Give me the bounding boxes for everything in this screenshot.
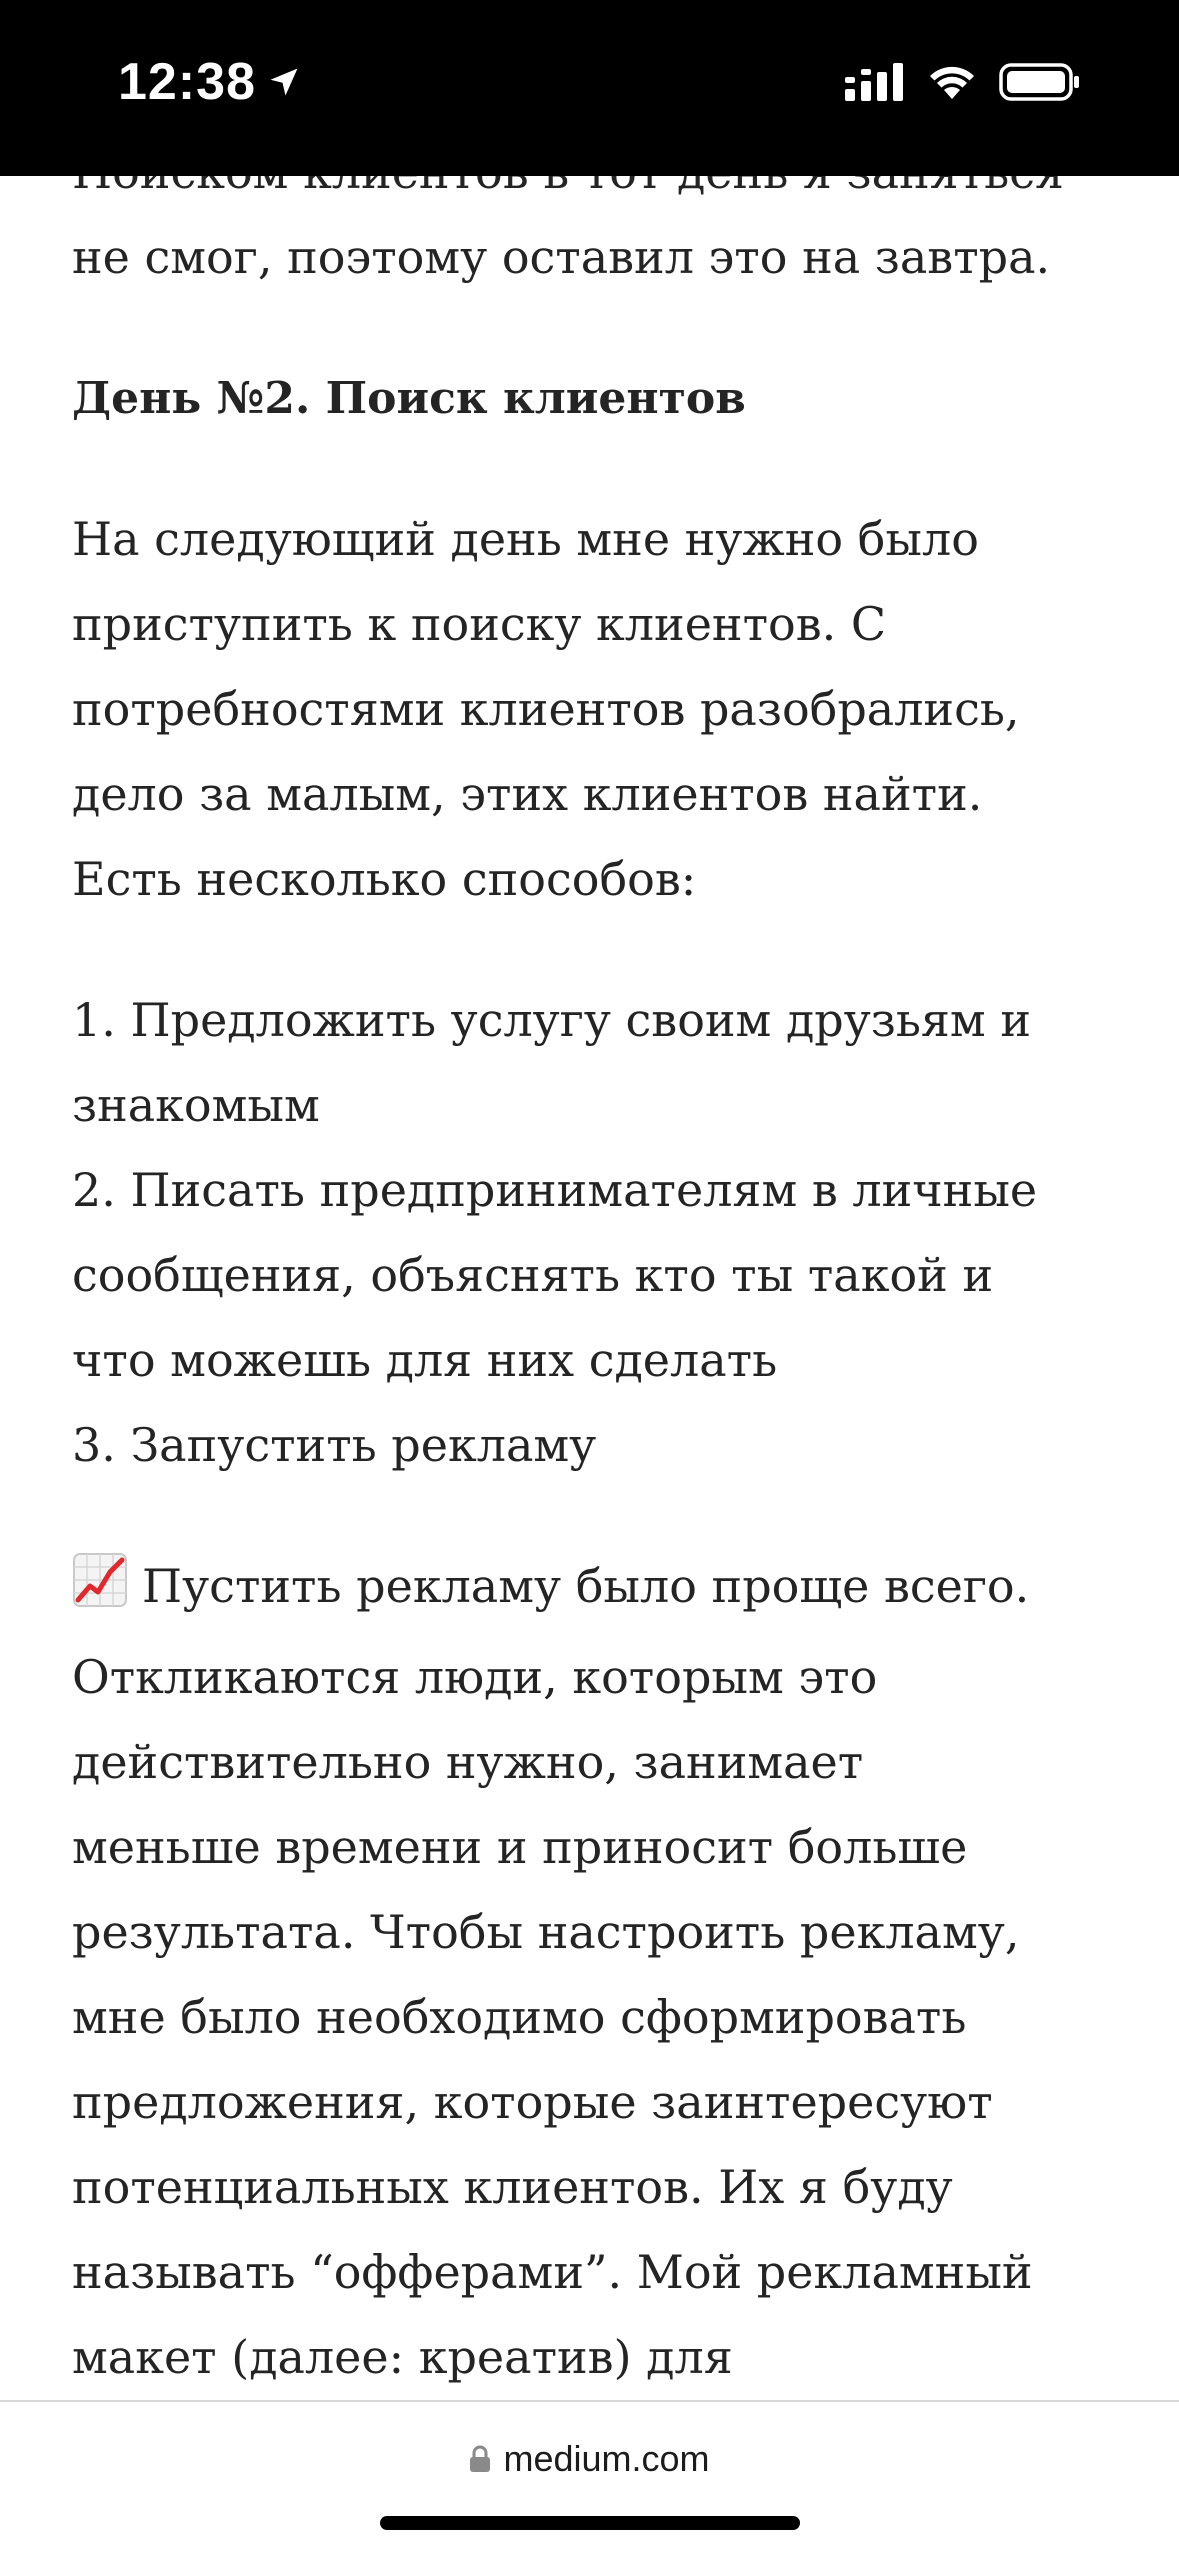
list-item: 3. Запустить рекламу	[72, 1418, 597, 1472]
url-bar[interactable]	[0, 2438, 1179, 2480]
chart-increasing-icon	[72, 1550, 128, 1635]
home-indicator[interactable]	[380, 2516, 800, 2530]
article-text-line: предложения, которые заинтересуют	[72, 2075, 993, 2129]
location-arrow-icon	[266, 64, 302, 100]
article-text-line: приступить к поиску клиентов. С	[72, 597, 887, 651]
article-text-line: называть “офферами”. Мой рекламный	[72, 2245, 1033, 2299]
article-text-line-text: Пустить рекламу было проще всего.	[142, 1559, 1030, 1613]
article-text-line: дело за малым, этих клиентов найти.	[72, 767, 983, 821]
status-bar	[0, 0, 1179, 176]
cellular-signal-icon	[845, 63, 905, 101]
article-text-line: действительно нужно, занимает	[72, 1735, 864, 1789]
article-text-line: результата. Чтобы настроить рекламу,	[72, 1905, 1020, 1959]
article-text-line: На следующий день мне нужно было	[72, 512, 979, 566]
paragraph-intro	[72, 497, 1122, 922]
battery-icon	[999, 62, 1081, 102]
article-body	[72, 130, 1122, 2400]
article-text-line: Откликаются люди, которым это	[72, 1650, 878, 1704]
status-time-text: 12:38	[118, 53, 256, 111]
list-item: 2. Писать предпринимателям в личные	[72, 1163, 1038, 1217]
article-text-line: не смог, поэтому оставил это на завтра.	[72, 230, 1051, 284]
article-text-line: макет (далее: креатив) для	[72, 2330, 733, 2384]
list-item: сообщения, объяснять кто ты такой и	[72, 1248, 994, 1302]
status-icons	[845, 62, 1081, 102]
list-item: что можешь для них сделать	[72, 1333, 778, 1387]
article-text-line: мне было необходимо сформировать	[72, 1990, 967, 2044]
article-text-line: потенциальных клиентов. Их я буду	[72, 2160, 953, 2214]
lock-icon	[469, 2445, 491, 2473]
paragraph-advertising	[72, 1544, 1122, 2400]
section-heading: День №2. Поиск клиентов	[72, 373, 746, 424]
article-text-line	[72, 1544, 1122, 1635]
status-time	[118, 52, 302, 112]
article-text-line: Есть несколько способов:	[72, 852, 697, 906]
url-text[interactable]: medium.com	[503, 2438, 710, 2479]
numbered-list	[72, 978, 1122, 1488]
list-item: 1. Предложить услугу своим друзьям и	[72, 993, 1031, 1047]
article-text-line: потребностями клиентов разобрались,	[72, 682, 1020, 736]
article-text-line: меньше времени и приносит больше	[72, 1820, 968, 1874]
browser-bottom-bar	[0, 2400, 1179, 2558]
list-item: знакомым	[72, 1078, 320, 1132]
wifi-icon	[927, 63, 977, 101]
